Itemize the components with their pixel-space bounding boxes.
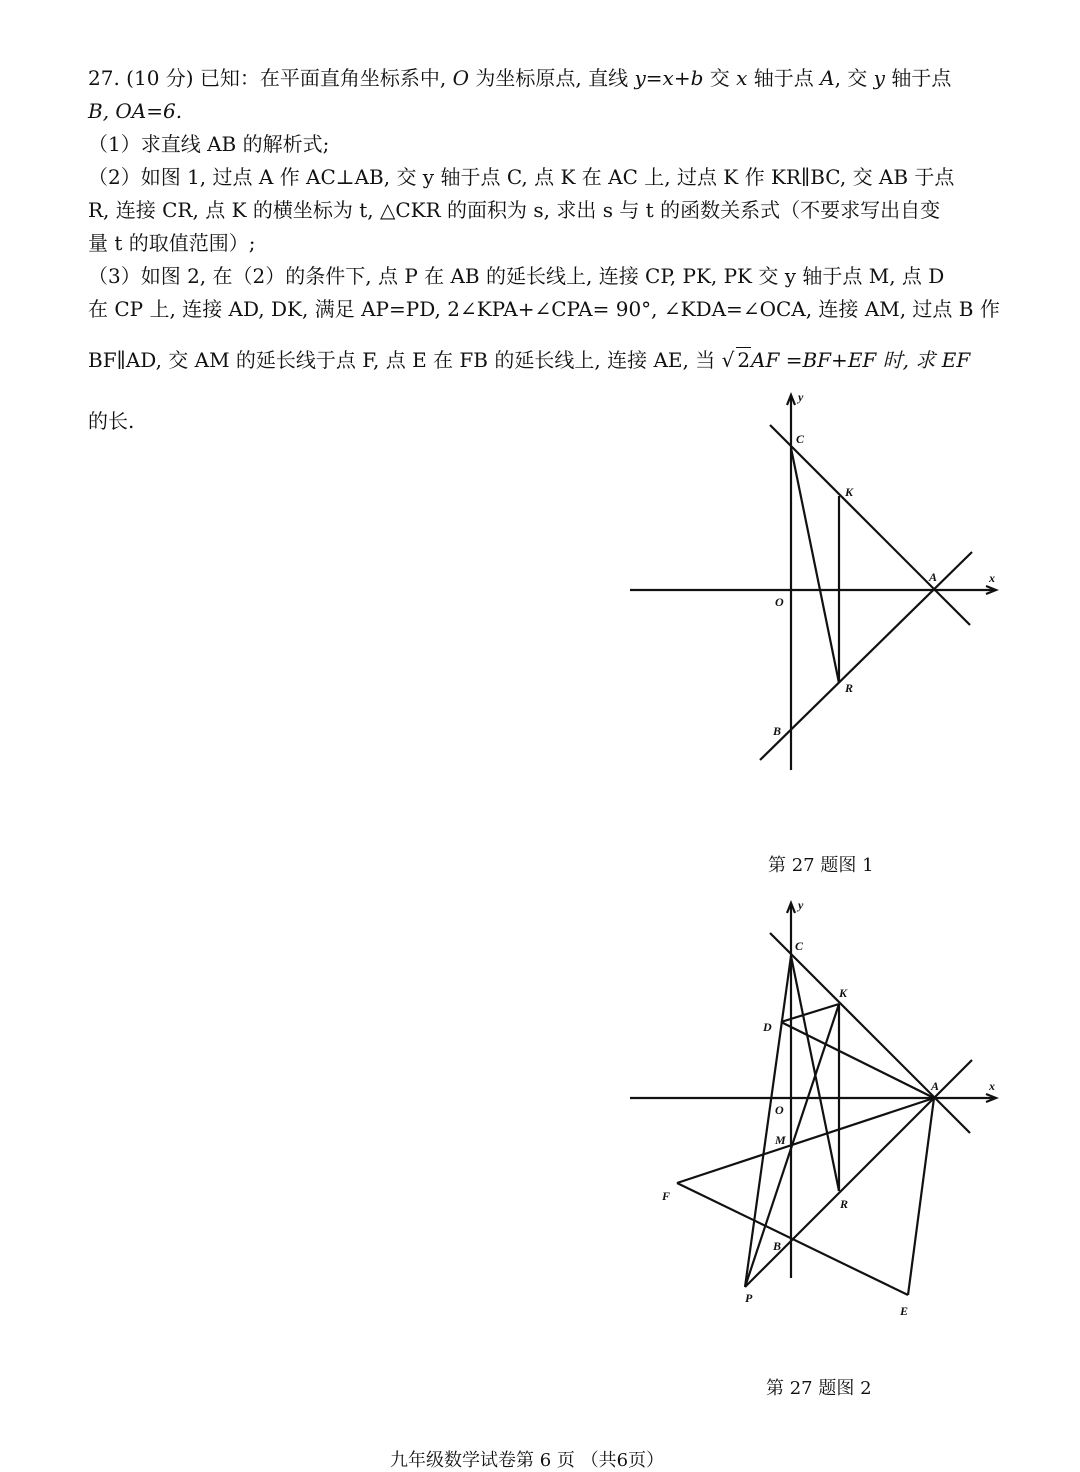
segment-ae xyxy=(908,1098,934,1295)
label-y-2: y xyxy=(798,898,804,912)
line-ac xyxy=(770,425,970,625)
text-segment: 交 xyxy=(703,66,737,90)
text-segment: AF =BF+EF 时, 求 EF xyxy=(751,348,971,372)
line-ac-2 xyxy=(770,933,970,1133)
part-3-line-2: 在 CP 上, 连接 AD, DK, 满足 AP=PD, 2∠KPA+∠CPA= 90°, ∠KDA=∠OCA, 连接 AM, 过点 B 作 xyxy=(88,297,1000,321)
label-x-2: x xyxy=(989,1079,995,1093)
label-c: C xyxy=(796,432,805,446)
problem-line-2: B, OA=6. xyxy=(88,99,183,123)
label-d-2: D xyxy=(763,1020,772,1034)
text-segment: 轴于点 xyxy=(884,66,952,90)
part-3-line-1: （3）如图 2, 在（2）的条件下, 点 P 在 AB 的延长线上, 连接 CP, PK, PK 交 y 轴于点 M, 点 D xyxy=(88,264,945,288)
label-y: y xyxy=(798,390,804,404)
label-e-2: E xyxy=(900,1304,909,1318)
point-a-symbol: A xyxy=(820,66,835,90)
label-p-2: P xyxy=(745,1291,753,1305)
label-k: K xyxy=(845,485,854,499)
sqrt-radicand: 2 xyxy=(737,348,751,372)
segment-ad xyxy=(781,1022,934,1098)
text-segment: 为坐标原点, 直线 xyxy=(469,66,635,90)
label-k-2: K xyxy=(839,986,848,1000)
part-3-line-4: 的长. xyxy=(88,409,135,433)
text-segment: , 交 xyxy=(834,66,874,90)
text-segment: 轴于点 xyxy=(747,66,821,90)
sqrt-expression: √ 2 xyxy=(721,348,751,372)
page-footer: 九年级数学试卷第 6 页 （共6页） xyxy=(390,1450,665,1471)
label-o: O xyxy=(775,595,784,609)
figure-1-caption: 第 27 题图 1 xyxy=(768,855,874,876)
segment-af xyxy=(677,1098,934,1183)
label-m-2: M xyxy=(775,1133,786,1147)
label-a-2: A xyxy=(931,1079,940,1093)
part-2-line-2: R, 连接 CR, 点 K 的横坐标为 t, △CKR 的面积为 s, 求出 s 与 t 的函数关系式（不要求写出自变 xyxy=(88,198,941,222)
label-b-2: B xyxy=(773,1239,782,1253)
y-symbol: y xyxy=(873,66,885,90)
x-symbol: x xyxy=(736,66,748,90)
segment-cp xyxy=(745,956,791,1287)
segment-cr xyxy=(791,448,839,683)
origin-symbol: O xyxy=(452,66,470,90)
label-c-2: C xyxy=(795,939,804,953)
part-1: （1）求直线 AB 的解析式; xyxy=(88,132,330,156)
figure-2-caption: 第 27 题图 2 xyxy=(766,1378,872,1399)
label-b: B xyxy=(773,724,782,738)
part-2-line-1: （2）如图 1, 过点 A 作 AC⊥AB, 交 y 轴于点 C, 点 K 在 AC 上, 过点 K 作 KR∥BC, 交 AB 于点 xyxy=(88,165,955,189)
label-x: x xyxy=(989,571,995,585)
label-r-2: R xyxy=(840,1197,849,1211)
problem-number: 27. (10 分) 已知：在平面直角坐标系中, xyxy=(88,66,453,90)
part-2-line-3: 量 t 的取值范围）; xyxy=(88,231,256,255)
label-a: A xyxy=(929,570,938,584)
segment-dk xyxy=(781,1004,839,1022)
label-f-2: F xyxy=(662,1189,671,1203)
label-r: R xyxy=(845,681,854,695)
label-o-2: O xyxy=(775,1103,784,1117)
segment-fe xyxy=(677,1183,908,1295)
line-equation: y=x+b xyxy=(634,66,704,90)
text-segment: BF∥AD, 交 AM 的延长线于点 F, 点 E 在 FB 的延长线上, 连接 AE, 当 xyxy=(88,348,722,372)
